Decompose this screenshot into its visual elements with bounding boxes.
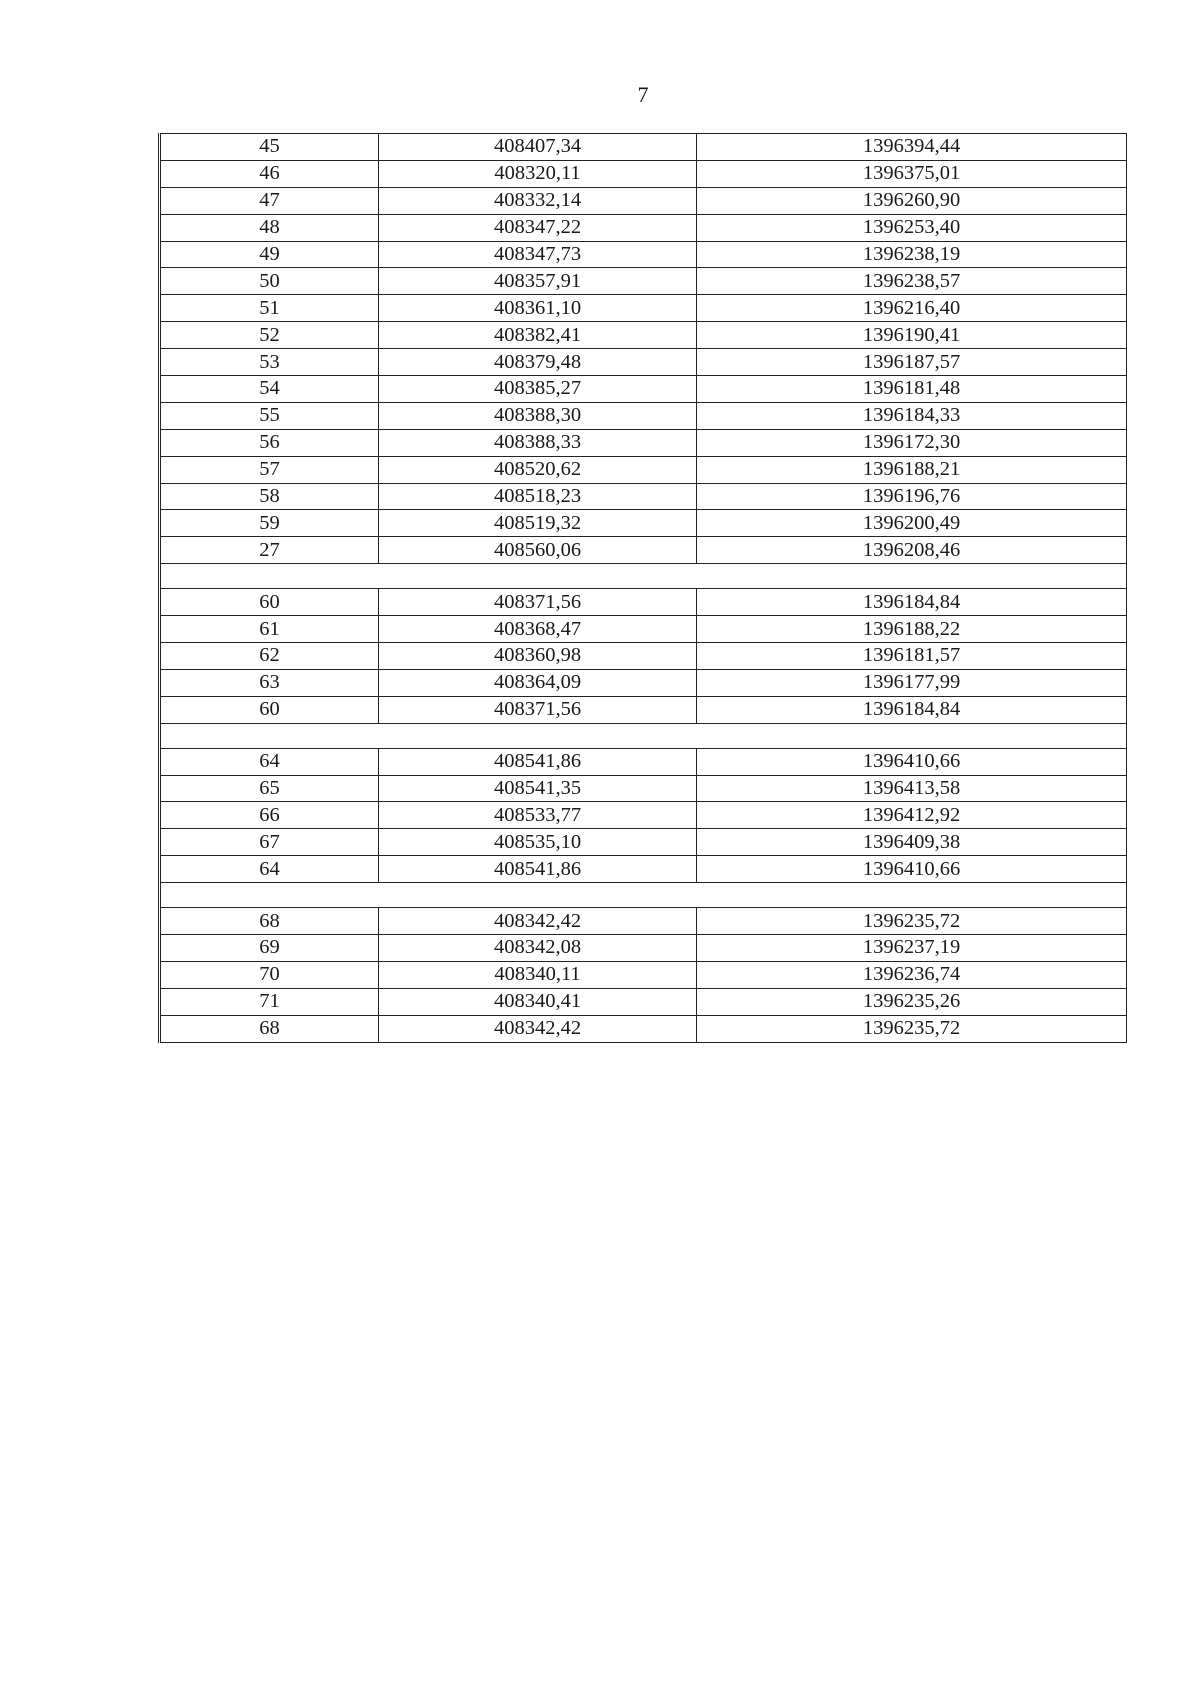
y-coordinate-cell: 1396190,41 — [697, 322, 1127, 349]
y-coordinate-cell: 1396188,22 — [697, 616, 1127, 643]
group-separator-cell — [160, 564, 1127, 589]
x-coordinate-cell: 408519,32 — [379, 510, 697, 537]
table-row — [160, 802, 1127, 829]
x-coordinate-cell: 408357,91 — [379, 268, 697, 295]
y-coordinate-cell: 1396184,84 — [697, 696, 1127, 723]
point-number-cell: 47 — [160, 187, 379, 214]
point-number-cell: 45 — [160, 134, 379, 161]
table-row — [160, 376, 1127, 403]
table-row — [160, 669, 1127, 696]
y-coordinate-cell: 1396200,49 — [697, 510, 1127, 537]
y-coordinate-cell: 1396253,40 — [697, 214, 1127, 241]
x-coordinate-cell: 408371,56 — [379, 696, 697, 723]
point-number-cell: 59 — [160, 510, 379, 537]
coordinates-table-body — [160, 134, 1127, 1043]
y-coordinate-cell: 1396177,99 — [697, 669, 1127, 696]
table-row — [160, 402, 1127, 429]
x-coordinate-cell: 408520,62 — [379, 456, 697, 483]
table-row — [160, 510, 1127, 537]
table-row — [160, 322, 1127, 349]
table-row — [160, 429, 1127, 456]
table-row — [160, 537, 1127, 564]
y-coordinate-cell: 1396184,84 — [697, 589, 1127, 616]
y-coordinate-cell: 1396196,76 — [697, 483, 1127, 510]
point-number-cell: 50 — [160, 268, 379, 295]
table-row — [160, 456, 1127, 483]
y-coordinate-cell: 1396375,01 — [697, 160, 1127, 187]
point-number-cell: 58 — [160, 483, 379, 510]
y-coordinate-cell: 1396181,57 — [697, 643, 1127, 670]
point-number-cell: 49 — [160, 241, 379, 268]
point-number-cell: 68 — [160, 908, 379, 935]
y-coordinate-cell: 1396184,33 — [697, 402, 1127, 429]
x-coordinate-cell: 408347,22 — [379, 214, 697, 241]
y-coordinate-cell: 1396238,57 — [697, 268, 1127, 295]
x-coordinate-cell: 408340,41 — [379, 988, 697, 1015]
x-coordinate-cell: 408371,56 — [379, 589, 697, 616]
table-row — [160, 295, 1127, 322]
x-coordinate-cell: 408342,08 — [379, 935, 697, 962]
point-number-cell: 54 — [160, 376, 379, 403]
point-number-cell: 27 — [160, 537, 379, 564]
x-coordinate-cell: 408541,35 — [379, 775, 697, 802]
table-row — [160, 349, 1127, 376]
x-coordinate-cell: 408535,10 — [379, 829, 697, 856]
point-number-cell: 68 — [160, 1015, 379, 1042]
point-number-cell: 71 — [160, 988, 379, 1015]
table-row — [160, 856, 1127, 883]
table-row — [160, 961, 1127, 988]
x-coordinate-cell: 408368,47 — [379, 616, 697, 643]
y-coordinate-cell: 1396260,90 — [697, 187, 1127, 214]
table-row — [160, 616, 1127, 643]
point-number-cell: 46 — [160, 160, 379, 187]
x-coordinate-cell: 408382,41 — [379, 322, 697, 349]
y-coordinate-cell: 1396238,19 — [697, 241, 1127, 268]
table-row — [160, 187, 1127, 214]
y-coordinate-cell: 1396237,19 — [697, 935, 1127, 962]
point-number-cell: 69 — [160, 935, 379, 962]
point-number-cell: 64 — [160, 748, 379, 775]
x-coordinate-cell: 408541,86 — [379, 856, 697, 883]
point-number-cell: 60 — [160, 589, 379, 616]
x-coordinate-cell: 408533,77 — [379, 802, 697, 829]
y-coordinate-cell: 1396410,66 — [697, 856, 1127, 883]
table-row — [160, 643, 1127, 670]
x-coordinate-cell: 408388,30 — [379, 402, 697, 429]
point-number-cell: 67 — [160, 829, 379, 856]
table-row — [160, 988, 1127, 1015]
y-coordinate-cell: 1396410,66 — [697, 748, 1127, 775]
y-coordinate-cell: 1396181,48 — [697, 376, 1127, 403]
y-coordinate-cell: 1396235,72 — [697, 1015, 1127, 1042]
x-coordinate-cell: 408342,42 — [379, 908, 697, 935]
x-coordinate-cell: 408541,86 — [379, 748, 697, 775]
point-number-cell: 55 — [160, 402, 379, 429]
x-coordinate-cell: 408385,27 — [379, 376, 697, 403]
table-row — [160, 589, 1127, 616]
table-row — [160, 483, 1127, 510]
x-coordinate-cell: 408332,14 — [379, 187, 697, 214]
y-coordinate-cell: 1396188,21 — [697, 456, 1127, 483]
point-number-cell: 52 — [160, 322, 379, 349]
point-number-cell: 60 — [160, 696, 379, 723]
y-coordinate-cell: 1396216,40 — [697, 295, 1127, 322]
y-coordinate-cell: 1396412,92 — [697, 802, 1127, 829]
table-row — [160, 241, 1127, 268]
point-number-cell: 63 — [160, 669, 379, 696]
y-coordinate-cell: 1396235,26 — [697, 988, 1127, 1015]
point-number-cell: 48 — [160, 214, 379, 241]
table-row — [160, 134, 1127, 161]
group-separator-row — [160, 723, 1127, 748]
y-coordinate-cell: 1396208,46 — [697, 537, 1127, 564]
y-coordinate-cell: 1396235,72 — [697, 908, 1127, 935]
x-coordinate-cell: 408342,42 — [379, 1015, 697, 1042]
x-coordinate-cell: 408407,34 — [379, 134, 697, 161]
x-coordinate-cell: 408320,11 — [379, 160, 697, 187]
y-coordinate-cell: 1396172,30 — [697, 429, 1127, 456]
table-row — [160, 268, 1127, 295]
x-coordinate-cell: 408360,98 — [379, 643, 697, 670]
point-number-cell: 53 — [160, 349, 379, 376]
point-number-cell: 62 — [160, 643, 379, 670]
point-number-cell: 51 — [160, 295, 379, 322]
table-row — [160, 214, 1127, 241]
table-row — [160, 160, 1127, 187]
x-coordinate-cell: 408518,23 — [379, 483, 697, 510]
y-coordinate-cell: 1396187,57 — [697, 349, 1127, 376]
x-coordinate-cell: 408364,09 — [379, 669, 697, 696]
page-number: 7 — [637, 82, 649, 107]
y-coordinate-cell: 1396236,74 — [697, 961, 1127, 988]
point-number-cell: 64 — [160, 856, 379, 883]
point-number-cell: 70 — [160, 961, 379, 988]
table-row — [160, 1015, 1127, 1042]
table-row — [160, 696, 1127, 723]
x-coordinate-cell: 408388,33 — [379, 429, 697, 456]
x-coordinate-cell: 408347,73 — [379, 241, 697, 268]
y-coordinate-cell: 1396413,58 — [697, 775, 1127, 802]
table-row — [160, 775, 1127, 802]
y-coordinate-cell: 1396409,38 — [697, 829, 1127, 856]
group-separator-row — [160, 883, 1127, 908]
table-row — [160, 748, 1127, 775]
group-separator-cell — [160, 723, 1127, 748]
x-coordinate-cell: 408361,10 — [379, 295, 697, 322]
table-row — [160, 935, 1127, 962]
point-number-cell: 66 — [160, 802, 379, 829]
point-number-cell: 65 — [160, 775, 379, 802]
coordinates-table — [158, 133, 1127, 1043]
point-number-cell: 61 — [160, 616, 379, 643]
group-separator-row — [160, 564, 1127, 589]
y-coordinate-cell: 1396394,44 — [697, 134, 1127, 161]
point-number-cell: 57 — [160, 456, 379, 483]
x-coordinate-cell: 408379,48 — [379, 349, 697, 376]
group-separator-cell — [160, 883, 1127, 908]
point-number-cell: 56 — [160, 429, 379, 456]
table-row — [160, 908, 1127, 935]
x-coordinate-cell: 408560,06 — [379, 537, 697, 564]
x-coordinate-cell: 408340,11 — [379, 961, 697, 988]
table-row — [160, 829, 1127, 856]
